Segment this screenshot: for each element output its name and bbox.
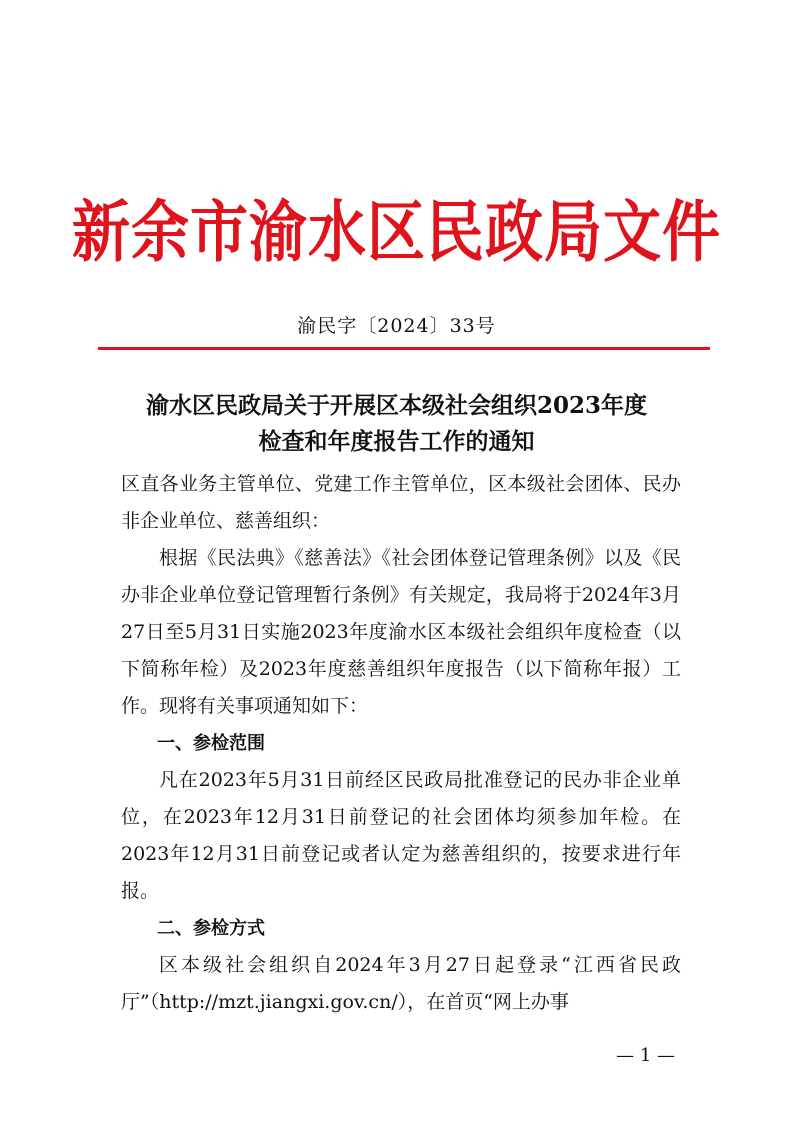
document-body xyxy=(121,466,681,1021)
notice-title-line-2: 检查和年度报告工作的通知 xyxy=(258,428,535,455)
section-1-heading: 一、参检范围 xyxy=(157,733,265,754)
intro-paragraph: 根据《民法典》《慈善法》《社会团体登记管理条例》以及《民办非企业单位登记管理暂行条例》有关规定，我局将于2024年3月27日至5月31日实施2023年度渝水区本级社会组织年度检查（以下简称年检）及2023年度慈善组织年度报告（以下简称年报）工作。现将有关事项通知如下： xyxy=(121,547,681,717)
notice-title-line-1: 渝水区民政局关于开展区本级社会组织2023年度 xyxy=(145,392,647,419)
notice-title xyxy=(60,388,733,460)
section-1-paragraph: 凡在2023年5月31日前经区民政局批准登记的民办非企业单位，在2023年12月31日前登记的社会团体均须参加年检。在2023年12月31日前登记或者认定为慈善组织的，按要求进行年报。 xyxy=(121,769,681,902)
section-2-paragraph: 区本级社会组织自2024年3月27日起登录“江西省民政厅”（http://mzt.jiangxi.gov.cn/），在首页“网上办事 xyxy=(121,954,681,1013)
document-number: 渝民字〔2024〕33号 xyxy=(297,315,496,337)
red-divider-line xyxy=(98,347,710,350)
recipients-paragraph: 区直各业务主管单位、党建工作主管单位，区本级社会团体、民办非企业单位、慈善组织： xyxy=(121,473,681,532)
document-header-title: 新余市渝水区民政局文件 xyxy=(71,192,721,272)
page-number: — 1 — xyxy=(616,1045,675,1066)
section-2-heading: 二、参检方式 xyxy=(157,918,265,939)
